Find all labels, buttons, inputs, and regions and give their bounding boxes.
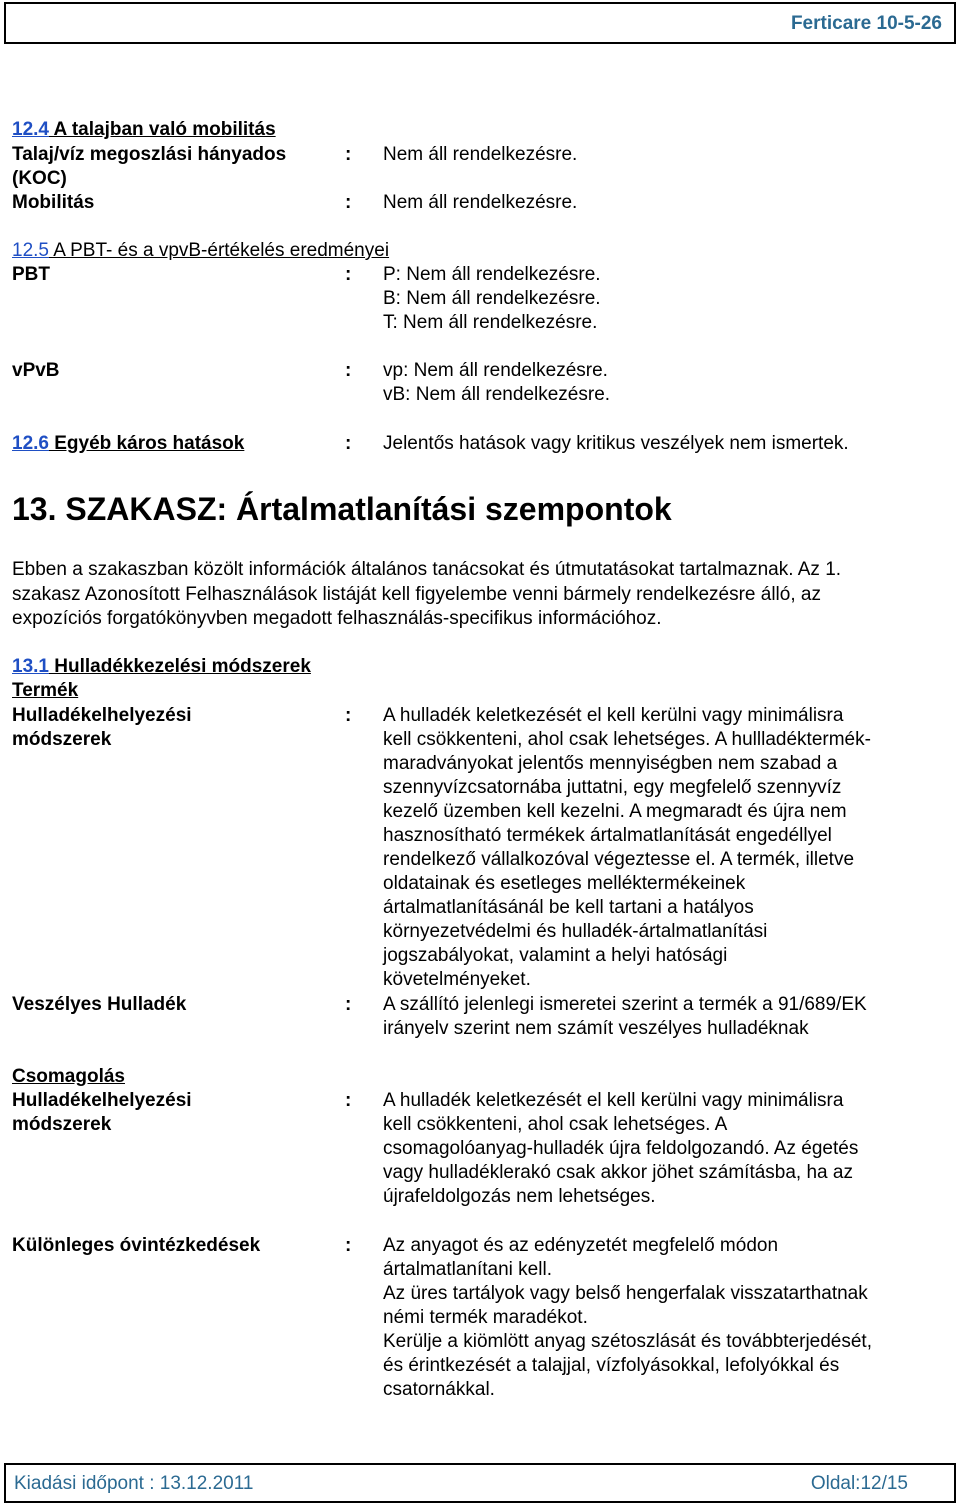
section-number: 12.4: [12, 119, 49, 140]
vpvb-label: vPvB: [12, 360, 60, 381]
section-13-heading: 13. SZAKASZ: Ártalmatlanítási szempontok: [12, 491, 672, 527]
value-line: és érintkezését a talajjal, vízfolyásokkal, lefolyókkal és: [383, 1355, 840, 1376]
value-line: kell csökkenteni, ahol csak lehetséges. A: [383, 1114, 728, 1135]
value-line: kezelő üzemben kell kezelni. A megmaradt és újra nem: [383, 801, 847, 822]
koc-label: Talaj/víz megoszlási hányados: [12, 144, 287, 165]
colon: :: [345, 994, 352, 1015]
label-line: Hulladékelhelyezési: [12, 705, 192, 726]
value-line: rendelkező vállalkozóval végeztesse el. A termék, illetve: [383, 849, 855, 870]
value-line: szennyvízcsatornába juttatni, egy megfelelő szennyvíz: [383, 777, 842, 798]
packaging-heading: Csomagolás: [12, 1066, 125, 1087]
label-line: Hulladékelhelyezési: [12, 1090, 192, 1111]
section-number: 13.1: [12, 656, 49, 677]
value-line: csomagolóanyag-hulladék újra feldolgozandó. Az égetés: [383, 1138, 859, 1159]
page-header: [4, 2, 956, 44]
value-line: környezetvédelmi és hulladék-ártalmatlanítási: [383, 921, 768, 942]
intro-line: szakasz Azonosított Felhasználások listáját kell figyelembe venni bármely rendelkezésre álló, az: [12, 583, 821, 605]
value-line: A szállító jelenlegi ismeretei szerint a termék a 91/689/EK: [383, 994, 867, 1015]
section-title: Hulladékkezelési módszerek: [48, 656, 311, 677]
section-12-6-heading: [12, 432, 244, 456]
packaging-disposal-label: [12, 1089, 192, 1137]
value-line: csatornákkal.: [383, 1379, 495, 1400]
packaging-disposal-value: [383, 1089, 858, 1209]
value-line: követelményeket.: [383, 969, 531, 990]
hazardous-waste-value: [383, 993, 867, 1041]
value-line: kell csökkenteni, ahol csak lehetséges. A hullladéktermék-: [383, 729, 871, 750]
koc-label-cont: (KOC): [12, 168, 67, 189]
colon: :: [345, 705, 352, 726]
colon: :: [345, 192, 352, 213]
disposal-label: [12, 704, 192, 752]
colon: :: [345, 1235, 352, 1256]
issue-date: Kiadási időpont : 13.12.2011: [14, 1473, 254, 1494]
section-13-1-heading: [12, 655, 311, 679]
value-line: A hulladék keletkezését el kell kerülni vagy minimálisra: [383, 705, 844, 726]
section-12-4-heading: [12, 118, 276, 142]
label-line: módszerek: [12, 729, 112, 750]
value-line: újrafeldolgozás nem lehetséges.: [383, 1186, 656, 1207]
intro-line: expozíciós forgatókönyvben megadott felhasználás-specifikus információhoz.: [12, 608, 662, 629]
pbt-b-value: B: Nem áll rendelkezésre.: [383, 288, 601, 309]
section-title: Egyéb káros hatások: [48, 433, 245, 454]
value-line: hasznosítható termékek ártalmatlanítását engedéllyel: [383, 825, 832, 846]
section-12-5-heading: [12, 239, 389, 263]
section-number: 12.6: [12, 433, 49, 454]
pbt-t-value: T: Nem áll rendelkezésre.: [383, 312, 598, 333]
pbt-values: [383, 263, 601, 335]
document-title: Ferticare 10-5-26: [790, 13, 942, 34]
pbt-label: PBT: [12, 264, 50, 285]
special-precautions-label: Különleges óvintézkedések: [12, 1235, 261, 1256]
value-line: némi termék maradékot.: [383, 1307, 588, 1328]
page-footer: [4, 1463, 956, 1503]
page-number: Oldal:12/15: [810, 1473, 908, 1494]
value-line: ártalmatlanítani kell.: [383, 1259, 552, 1280]
label-line: módszerek: [12, 1114, 112, 1135]
hazardous-waste-label: Veszélyes Hulladék: [12, 994, 187, 1015]
colon: :: [345, 1090, 352, 1111]
mobility-label: Mobilitás: [12, 192, 95, 213]
section-title: A talajban való mobilitás: [48, 119, 276, 140]
colon: :: [345, 360, 352, 381]
value-line: maradványokat jelentős mennyiségben nem szabad a: [383, 753, 838, 774]
value-line: vagy hulladéklerakó csak akkor jöhet számításba, ha az: [383, 1162, 853, 1183]
value-line: ártalmatlanításánál be kell tartani a hatályos: [383, 897, 754, 918]
value-line: jogszabályokat, valamint a helyi hatósági: [383, 945, 728, 966]
section-title: A PBT- és a vpvB-értékelés eredményei: [48, 240, 390, 261]
value-line: Az üres tartályok vagy belső hengerfalak visszatarthatnak: [383, 1283, 868, 1304]
colon: :: [345, 433, 352, 454]
value-line: oldatainak és esetleges melléktermékeinek: [383, 873, 746, 894]
intro-line: Ebben a szakaszban közölt információk általános tanácsokat és útmutatásokat tartalmaznak. Az 1.: [12, 559, 842, 580]
value-line: Az anyagot és az edényzetét megfelelő módon: [383, 1235, 779, 1256]
disposal-value: [383, 704, 871, 992]
colon: :: [345, 144, 352, 165]
value-line: irányelv szerint nem számít veszélyes hulladéknak: [383, 1018, 809, 1039]
colon: :: [345, 264, 352, 285]
mobility-value: Nem áll rendelkezésre.: [383, 192, 578, 213]
special-precautions-value: [383, 1234, 872, 1402]
product-heading: Termék: [12, 680, 79, 701]
section-number: 12.5: [12, 240, 49, 261]
vpvb-vp-value: vp: Nem áll rendelkezésre.: [383, 360, 608, 381]
other-effects-value: Jelentős hatások vagy kritikus veszélyek nem ismertek.: [383, 433, 849, 454]
vpvb-vb-value: vB: Nem áll rendelkezésre.: [383, 384, 611, 405]
section-13-intro: [12, 558, 942, 632]
vpvb-values: [383, 359, 610, 407]
koc-value: Nem áll rendelkezésre.: [383, 144, 578, 165]
value-line: A hulladék keletkezését el kell kerülni vagy minimálisra: [383, 1090, 844, 1111]
pbt-p-value: P: Nem áll rendelkezésre.: [383, 264, 601, 285]
value-line: Kerülje a kiömlött anyag szétoszlását és továbbterjedését,: [383, 1331, 872, 1352]
